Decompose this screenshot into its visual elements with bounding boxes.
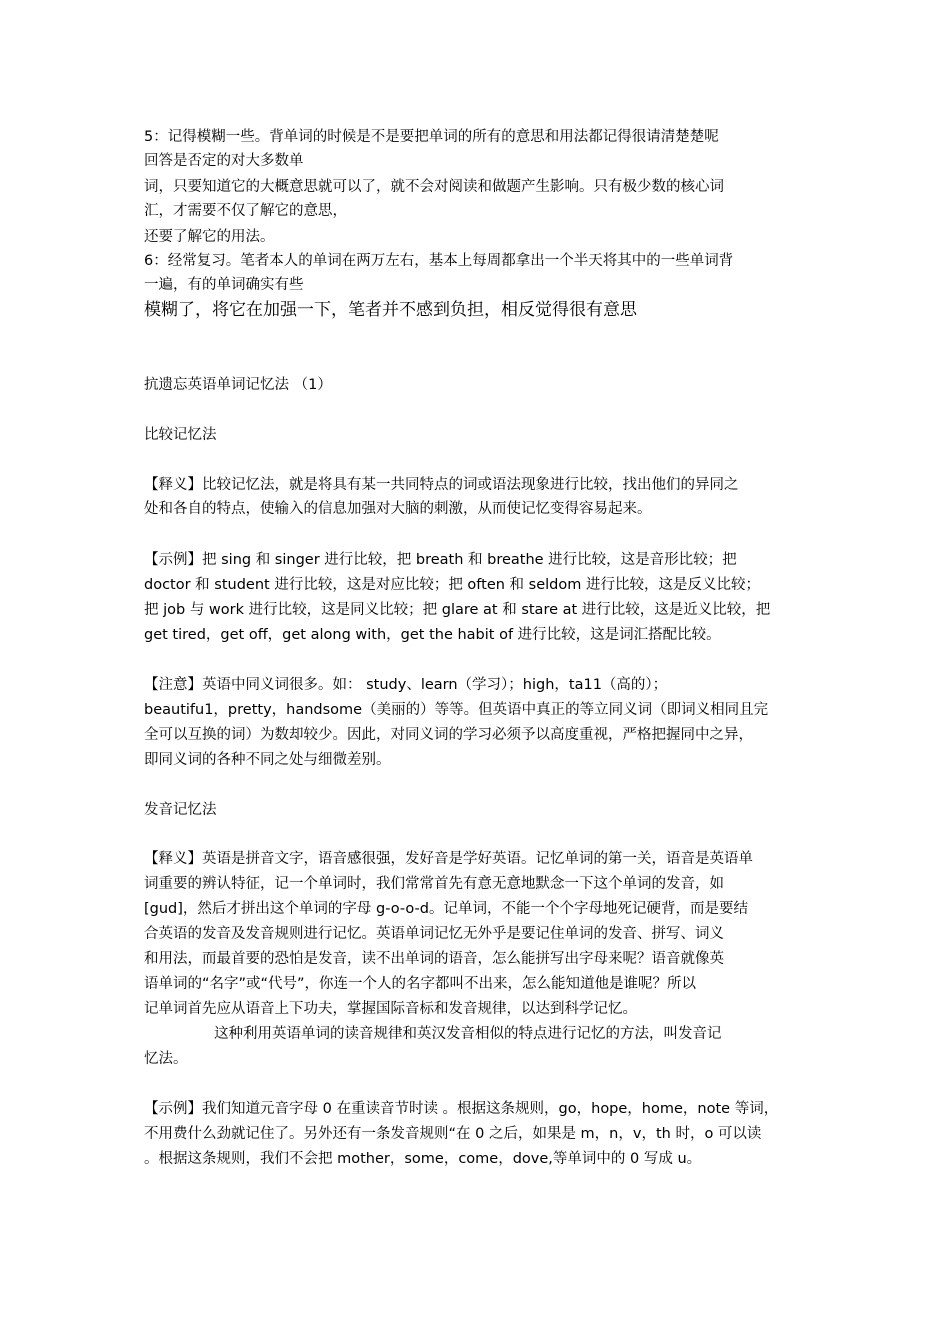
tip5-line-5: 还要了解它的用法。 <box>144 229 275 245</box>
article-title: 抗遗忘英语单词记忆法 （1） <box>144 377 332 393</box>
comparison-note-line-2: beautifu1，pretty，handsome（美丽的）等等。但英语中真正的等立同义词（即词义相同且完 <box>144 702 769 718</box>
tip6-line-2: 一遍，有的单词确实有些 <box>144 277 304 293</box>
tip6-line-large: 模糊了，将它在加强一下，笔者并不感到负担，相反觉得很有意思 <box>144 300 637 320</box>
pronunciation-definition-line-7: 记单词首先应从语音上下功夫，掌握国际音标和发音规律，以达到科学记忆。 <box>144 1001 637 1017</box>
pronunciation-example-line-1: 【示例】我们知道元音字母 0 在重读音节时读 。根据这条规则，go，hope，home，note 等词， <box>144 1101 779 1117</box>
tip6-line-1: 6：经常复习。笔者本人的单词在两万左右，基本上每周都拿出一个半天将其中的一些单词背 <box>144 253 734 269</box>
pronunciation-heading: 发音记忆法 <box>144 802 217 818</box>
pronunciation-method-line-2: 忆法。 <box>144 1051 188 1067</box>
pronunciation-definition-line-2: 词重要的辨认特征，记一个单词时，我们常常首先有意无意地默念一下这个单词的发音，如 <box>144 876 724 892</box>
comparison-heading: 比较记忆法 <box>144 427 217 443</box>
comparison-note-line-3: 全可以互换的词）为数却较少。因此，对同义词的学习必须予以高度重视，严格把握同中之异， <box>144 727 753 743</box>
pronunciation-definition-line-5: 和用法，而最首要的恐怕是发音，读不出单词的语音，怎么能拼写出字母来呢？语音就像英 <box>144 951 724 967</box>
comparison-definition-line-1: 【释义】比较记忆法，就是将具有某一共同特点的词或语法现象进行比较，找出他们的异同之 <box>144 477 739 493</box>
tip5-line-3: 词，只要知道它的大概意思就可以了，就不会对阅读和做题产生影响。只有极少数的核心词 <box>144 179 724 195</box>
comparison-definition-line-2: 处和各自的特点，使输入的信息加强对大脑的刺激，从而使记忆变得容易起来。 <box>144 501 652 517</box>
comparison-example-line-3: 把 job 与 work 进行比较，这是同义比较；把 glare at 和 stare at 进行比较，这是近义比较，把 <box>144 602 771 618</box>
pronunciation-definition-line-3: [gud]，然后才拼出这个单词的字母 g-o-o-d。记单词，不能一个个字母地死记硬背，而是要结 <box>144 901 748 917</box>
tip5-line-4: 汇，才需要不仅了解它的意思， <box>144 203 347 219</box>
comparison-note-line-1: 【注意】英语中同义词很多。如： study、learn（学习）；high，ta11（高的）； <box>144 677 668 693</box>
pronunciation-definition-line-1: 【释义】英语是拼音文字，语音感很强，发好音是学好英语。记忆单词的第一关，语音是英语单 <box>144 851 753 867</box>
pronunciation-method-line-1: 这种利用英语单词的读音规律和英汉发音相似的特点进行记忆的方法，叫发音记 <box>214 1026 722 1042</box>
pronunciation-definition-line-4: 合英语的发音及发音规则进行记忆。英语单词记忆无外乎是要记住单词的发音、拼写、词义 <box>144 926 724 942</box>
comparison-note-line-4: 即同义词的各种不同之处与细微差别。 <box>144 752 391 768</box>
pronunciation-example-line-3: 。根据这条规则，我们不会把 mother，some，come，dove,等单词中的 0 写成 u。 <box>144 1151 702 1167</box>
comparison-example-line-2: doctor 和 student 进行比较，这是对应比较；把 often 和 seldom 进行比较，这是反义比较； <box>144 577 760 593</box>
comparison-example-line-1: 【示例】把 sing 和 singer 进行比较，把 breath 和 breathe 进行比较，这是音形比较；把 <box>144 552 737 568</box>
pronunciation-definition-line-6: 语单词的“名字”或“代号”，你连一个人的名字都叫不出来，怎么能知道他是谁呢？所以 <box>144 976 697 992</box>
tip5-line-2: 回答是否定的对大多数单 <box>144 153 304 169</box>
comparison-example-line-4: get tired，get off，get along with，get the habit of 进行比较，这是词汇搭配比较。 <box>144 627 721 643</box>
tip5-line-1: 5：记得模糊一些。背单词的时候是不是要把单词的所有的意思和用法都记得很请清楚楚呢 <box>144 129 719 145</box>
pronunciation-example-line-2: 不用费什么劲就记住了。另外还有一条发音规则“在 0 之后，如果是 m，n，v，th 时，o 可以读 <box>144 1126 762 1142</box>
